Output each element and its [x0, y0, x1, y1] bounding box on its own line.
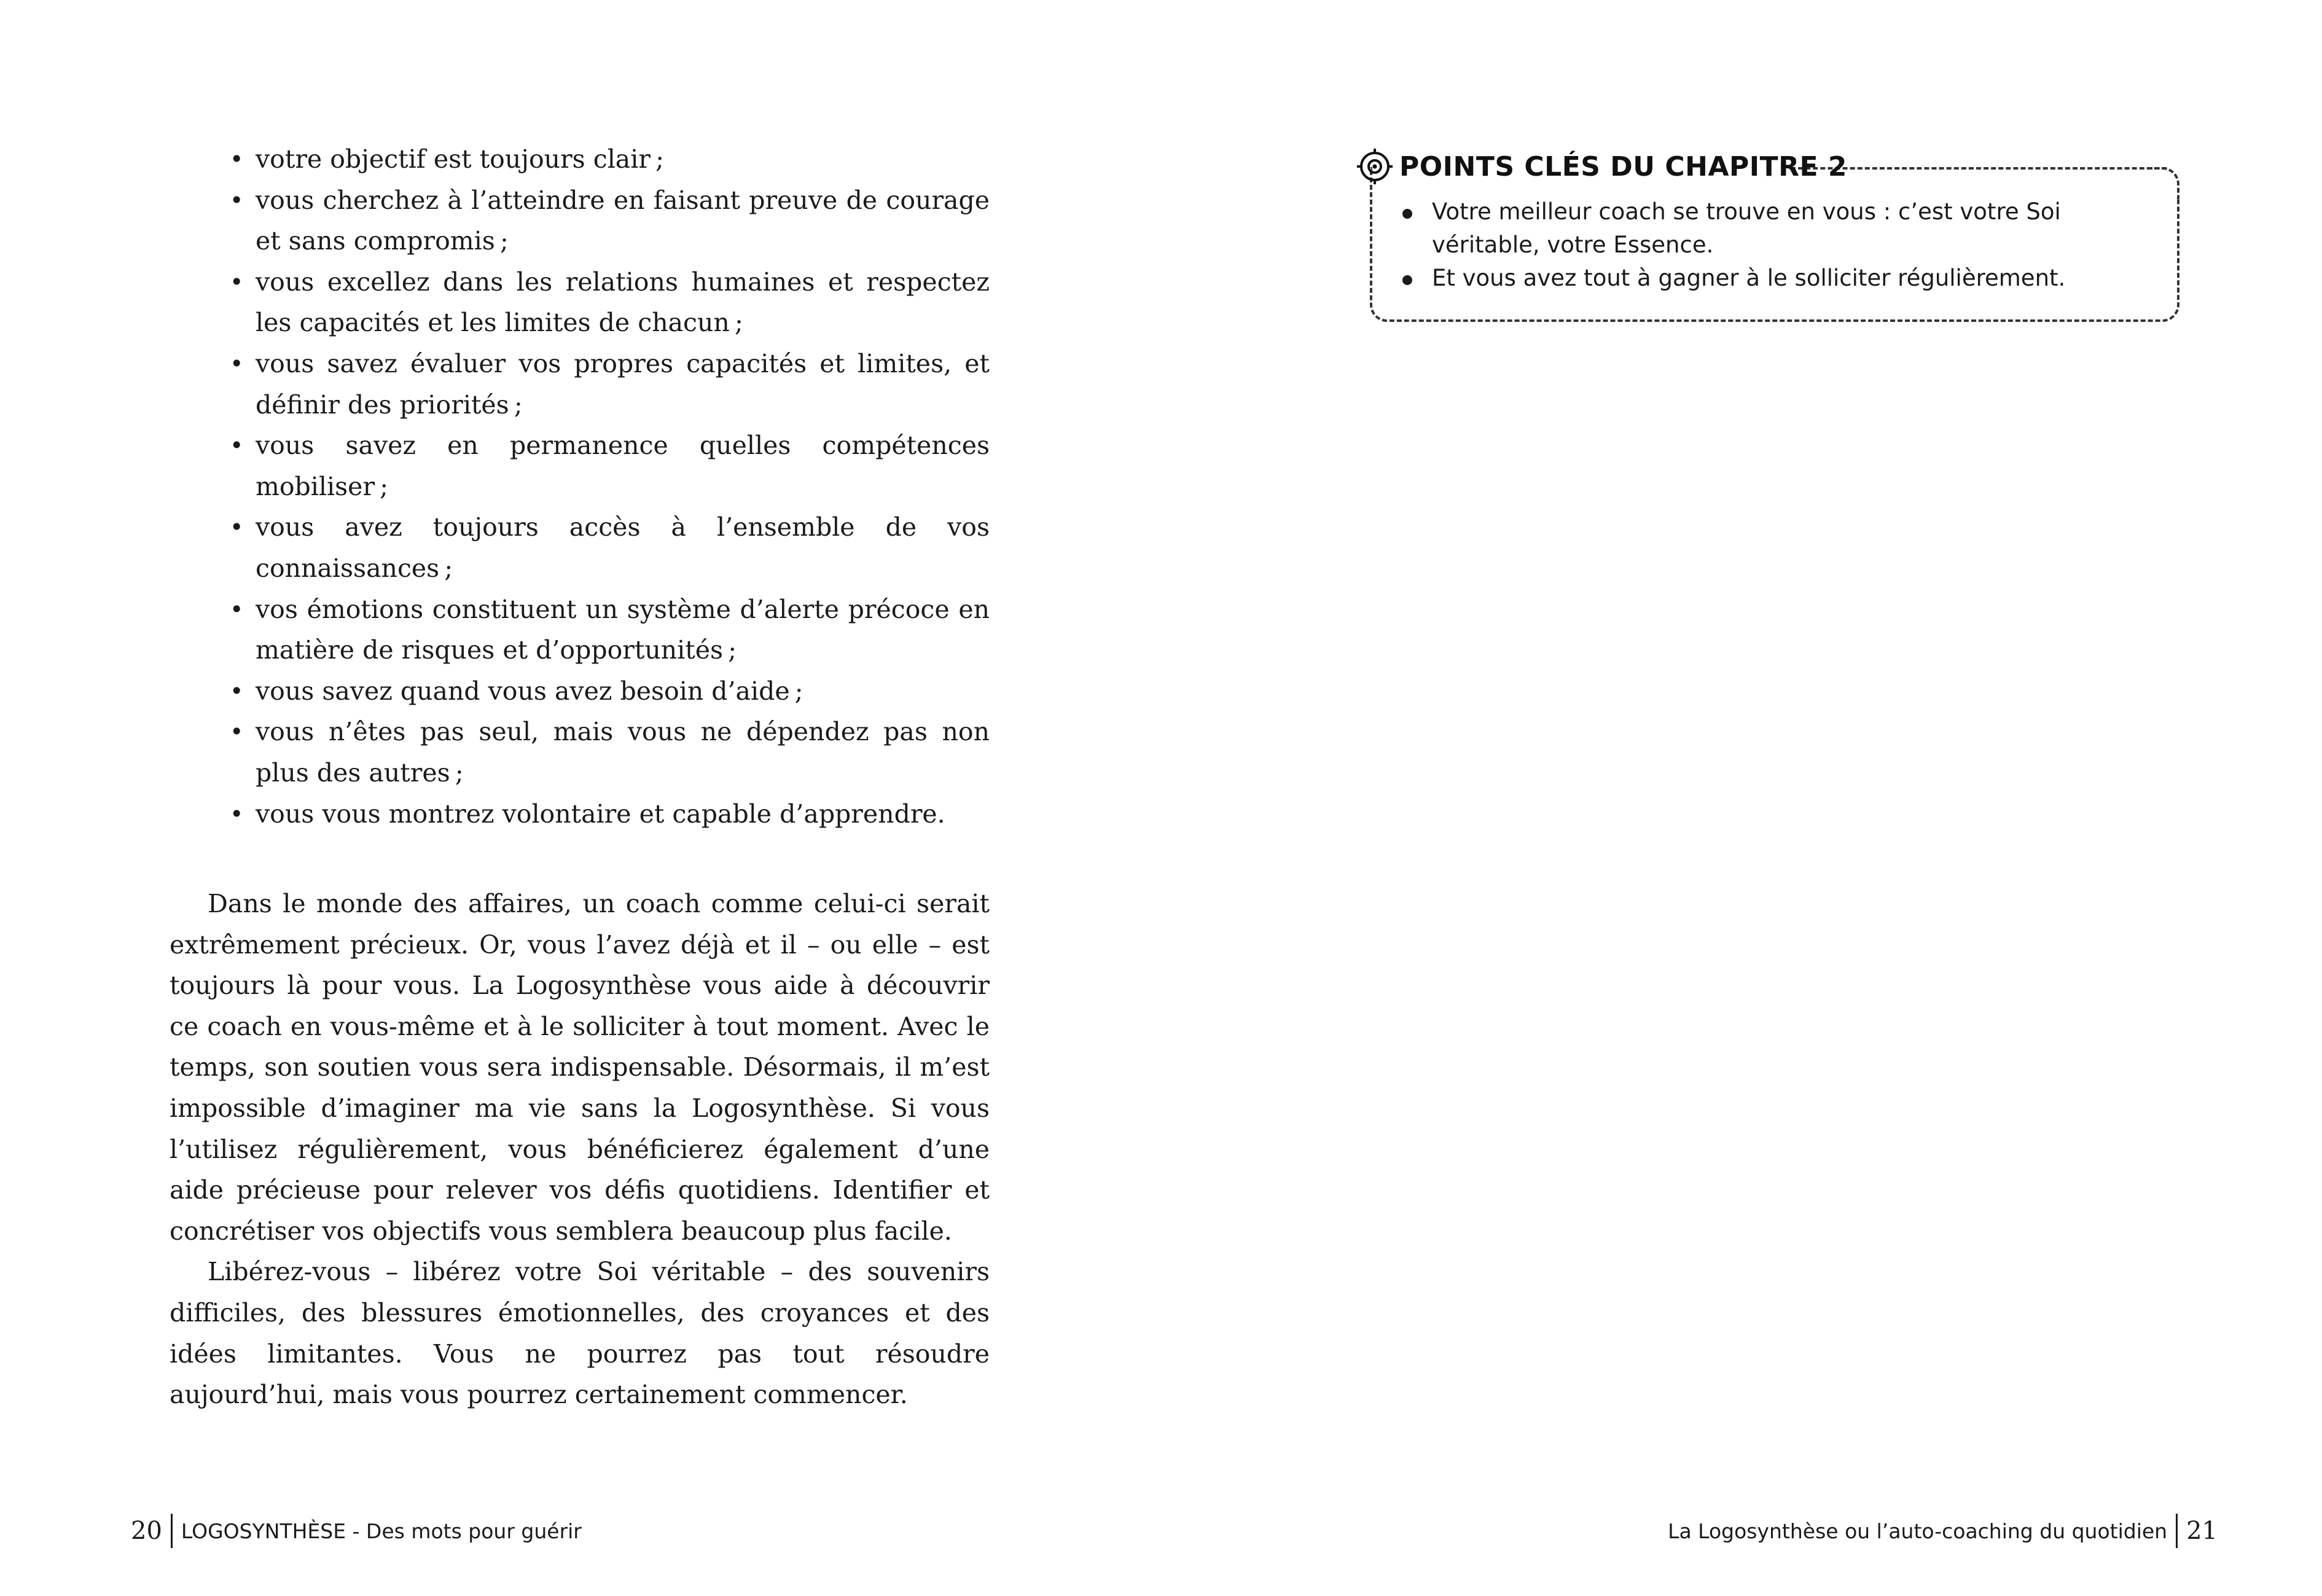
left-footer	[131, 1512, 582, 1549]
list-item: • vous cherchez à l’atteindre en faisant preuve de courage et sans compromis ;	[170, 180, 990, 262]
list-item: • vous avez toujours accès à l’ensemble de vos connaissances ;	[170, 507, 990, 589]
page-number: 21	[2186, 1517, 2218, 1545]
list-item: • vous savez quand vous avez besoin d’aide ;	[170, 671, 990, 712]
key-points-box-corner	[2148, 167, 2179, 199]
key-points-list	[1402, 195, 2152, 295]
list-item: Votre meilleur coach se trouve en vous : c’est votre Soi véritable, votre Essence.	[1402, 195, 2152, 262]
footer-divider	[171, 1514, 173, 1548]
running-head: LOGOSYNTHÈSE - Des mots pour guérir	[181, 1519, 582, 1543]
list-item: • vous excellez dans les relations humaines et respectez les capacités et les limites de chacun ;	[170, 262, 990, 343]
page-number: 20	[131, 1517, 162, 1545]
left-page-body	[170, 139, 990, 1415]
key-points-header	[1356, 145, 1847, 188]
list-item: • votre objectif est toujours clair ;	[170, 139, 990, 180]
target-icon	[1356, 148, 1393, 185]
key-points-title: POINTS CLÉS DU CHAPITRE 2	[1399, 151, 1848, 182]
list-item: • vos émotions constituent un système d’alerte précoce en matière de risques et d’opportunités ;	[170, 589, 990, 671]
running-head: La Logosynthèse ou l’auto-coaching du quotidien	[1668, 1519, 2168, 1543]
footer-divider	[2176, 1514, 2178, 1548]
right-footer	[1668, 1512, 2218, 1549]
list-item: • vous n’êtes pas seul, mais vous ne dépendez pas non plus des autres ;	[170, 711, 990, 793]
list-item: Et vous avez tout à gagner à le solliciter régulièrement.	[1402, 262, 2152, 295]
list-item: • vous savez en permanence quelles compétences mobiliser ;	[170, 425, 990, 507]
body-paragraph-1: Dans le monde des affaires, un coach comme celui-ci serait extrêmement précieux. Or, vous l’avez déjà et il – ou elle – est toujours là pour vous. La Logosynthèse vous aide à découvrir ce coach en vous-même et à le solliciter à tout moment. Avec le temps, son soutien vous sera indispensable. Désormais, il m’est impossible d’imaginer ma vie sans la Logosynthèse. Si vous l’utilisez régulièrement, vous bénéficierez également d’une aide précieuse pour relever vos défis quotidiens. Identifier et concrétiser vos objectifs vous semblera beaucoup plus facile.	[170, 889, 990, 1246]
qualities-list	[170, 139, 990, 834]
list-item: • vous savez évaluer vos propres capacités et limites, et définir des priorités ;	[170, 343, 990, 425]
body-paragraph-2: Libérez-vous – libérez votre Soi véritable – des souvenirs difficiles, des blessures émotionnelles, des croyances et des idées limitantes. Vous ne pourrez pas tout résoudre aujourd’hui, mais vous pourrez certainement commencer.	[170, 1257, 990, 1410]
list-item: • vous vous montrez volontaire et capable d’apprendre.	[170, 794, 990, 835]
